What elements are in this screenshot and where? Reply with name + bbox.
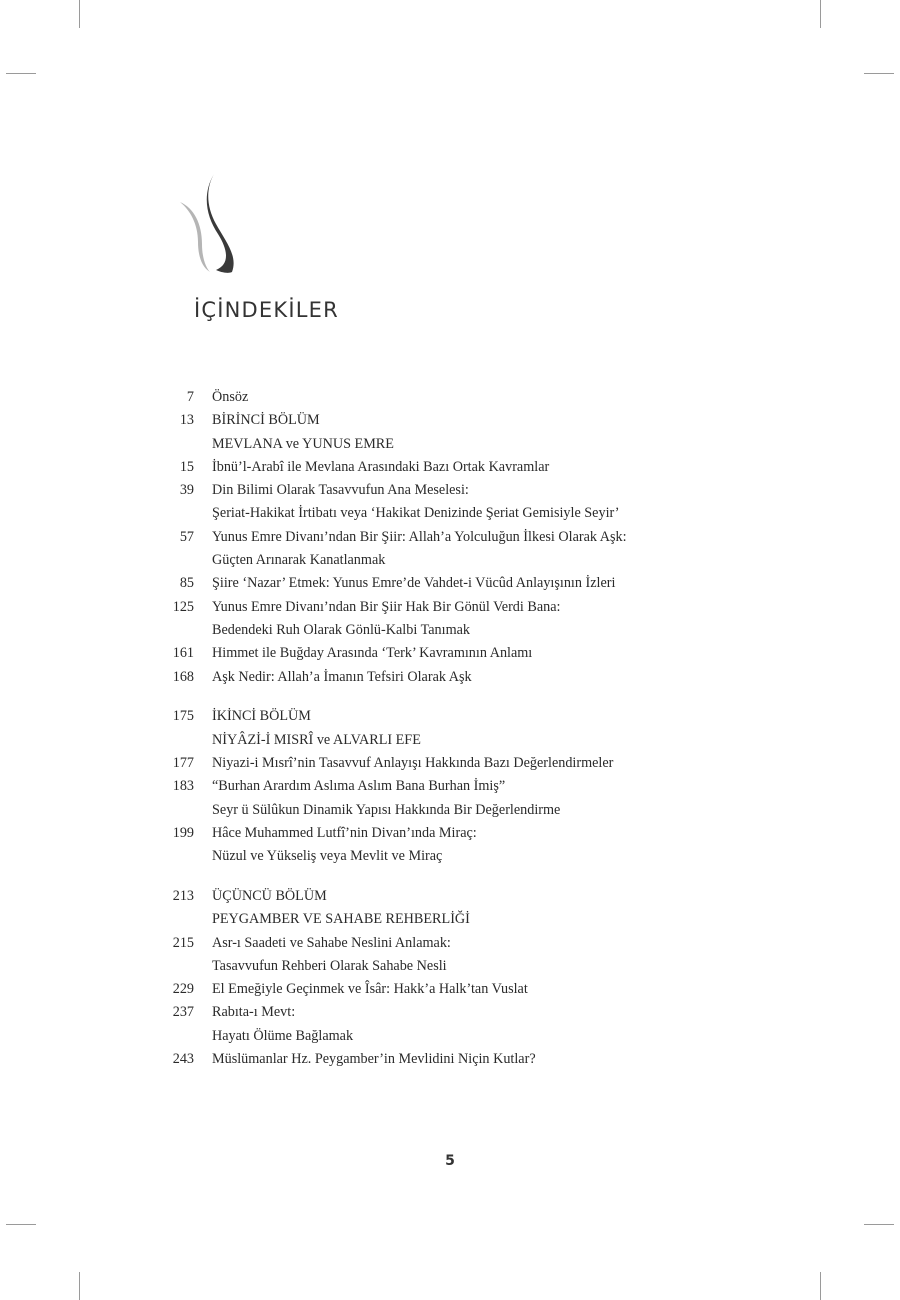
- toc-entry-line: İKİNCİ BÖLÜM: [212, 708, 311, 725]
- crop-mark-bottom-left: [79, 1272, 80, 1300]
- calligraphy-ornament-icon: [176, 172, 246, 274]
- toc-entry-title: [212, 752, 613, 775]
- crop-mark-left-bottom: [6, 1224, 36, 1225]
- toc-entry-title: [212, 642, 532, 665]
- toc-entry-line: Nüzul ve Yükseliş veya Mevlit ve Miraç: [212, 848, 443, 865]
- toc-entry: [0, 479, 900, 526]
- toc-entry-line: İbnü’l-Arabî ile Mevlana Arasındaki Bazı Ortak Kavramlar: [212, 458, 550, 475]
- toc-entry-line: Aşk Nedir: Allah’a İmanın Tefsiri Olarak Aşk: [212, 668, 472, 685]
- toc-entry-line: Yunus Emre Divanı’ndan Bir Şiir Hak Bir Gönül Verdi Bana:: [212, 598, 561, 615]
- toc-entry-title: [212, 666, 472, 689]
- toc-entry-line: Niyazi-i Mısrî’nin Tasavvuf Anlayışı Hakkında Bazı Değerlendirmeler: [212, 754, 614, 771]
- crop-mark-bottom-right: [820, 1272, 821, 1300]
- toc-entry: [0, 822, 900, 869]
- table-of-contents: [0, 386, 900, 1071]
- toc-entry-title: [212, 932, 451, 979]
- toc-entry-line: Müslümanlar Hz. Peygamber’in Mevlidini Niçin Kutlar?: [212, 1051, 536, 1068]
- toc-entry-line: ÜÇÜNCÜ BÖLÜM: [212, 887, 327, 904]
- toc-entry-title: [212, 596, 560, 643]
- toc-entry-page: 229: [172, 981, 194, 998]
- toc-entry: [0, 456, 900, 479]
- page-title: İÇİNDEKİLER: [194, 298, 339, 322]
- toc-entry-line: Bedendeki Ruh Olarak Gönlü-Kalbi Tanımak: [212, 621, 470, 638]
- toc-entry: [0, 775, 900, 822]
- toc-entry-page: 85: [179, 575, 194, 592]
- toc-entry: [0, 642, 900, 665]
- toc-entry-page: 57: [179, 528, 194, 545]
- toc-entry-title: [212, 572, 615, 595]
- toc-entry-page: 175: [172, 708, 194, 725]
- toc-entry-title: [212, 885, 470, 932]
- toc-entry-line: Asr-ı Saadeti ve Sahabe Neslini Anlamak:: [212, 934, 451, 951]
- crop-mark-left-top: [6, 73, 36, 74]
- toc-entry-page: 161: [172, 645, 194, 662]
- toc-entry-line: Hayatı Ölüme Bağlamak: [212, 1027, 354, 1044]
- toc-entry-line: Önsöz: [212, 389, 249, 405]
- toc-entry-line: Şiire ‘Nazar’ Etmek: Yunus Emre’de Vahdet-i Vücûd Anlayışının İzleri: [212, 575, 616, 592]
- toc-entry-title: [212, 1048, 536, 1071]
- toc-entry-line: Seyr ü Sülûkun Dinamik Yapısı Hakkında Bir Değerlendirme: [212, 801, 561, 818]
- toc-entry-title: [212, 775, 560, 822]
- toc-entry-title: [212, 526, 627, 573]
- toc-entry-page: 125: [172, 598, 194, 615]
- toc-entry-line: MEVLANA ve YUNUS EMRE: [212, 435, 394, 452]
- toc-entry: [0, 1048, 900, 1071]
- toc-entry: [0, 386, 900, 409]
- toc-entry-title: [212, 1001, 353, 1048]
- toc-entry-line: Hâce Muhammed Lutfî’nin Divan’ında Miraç:: [212, 824, 477, 841]
- toc-entry: [0, 572, 900, 595]
- toc-entry: [0, 596, 900, 643]
- toc-entry-page: 243: [172, 1051, 194, 1068]
- toc-entry-page: 213: [172, 887, 194, 904]
- toc-entry-title: [212, 705, 421, 752]
- crop-mark-top-left: [79, 0, 80, 28]
- toc-entry-line: El Emeğiyle Geçinmek ve Îsâr: Hakk’a Halk’tan Vuslat: [212, 981, 528, 998]
- crop-mark-right-bottom: [864, 1224, 894, 1225]
- toc-entry-page: 177: [172, 754, 194, 771]
- toc-entry: [0, 978, 900, 1001]
- toc-entry: [0, 1001, 900, 1048]
- toc-entry-title: [212, 822, 477, 869]
- toc-entry-title: [212, 456, 549, 479]
- toc-entry-title: [212, 409, 394, 456]
- toc-entry-page: 183: [172, 778, 194, 795]
- toc-entry-line: Şeriat-Hakikat İrtibatı veya ‘Hakikat Denizinde Şeriat Gemisiyle Seyir’: [212, 505, 620, 522]
- crop-mark-top-right: [820, 0, 821, 28]
- toc-entry: [0, 526, 900, 573]
- toc-entry-page: 199: [172, 824, 194, 841]
- toc-entry: [0, 752, 900, 775]
- toc-entry-page: 15: [179, 458, 194, 475]
- toc-entry-line: Himmet ile Buğday Arasında ‘Terk’ Kavramının Anlamı: [212, 645, 533, 662]
- toc-entry-line: Güçten Arınarak Kanatlanmak: [212, 552, 386, 569]
- toc-entry-title: [212, 386, 248, 409]
- toc-entry-line: Tasavvufun Rehberi Olarak Sahabe Nesli: [212, 957, 447, 974]
- toc-entry-line: Yunus Emre Divanı’ndan Bir Şiir: Allah’a Yolculuğun İlkesi Olarak Aşk:: [212, 528, 627, 545]
- toc-entry-page: 13: [179, 412, 194, 429]
- toc-entry-page: 215: [172, 934, 194, 951]
- toc-entry-line: Rabıta-ı Mevt:: [212, 1004, 296, 1021]
- toc-entry-line: Din Bilimi Olarak Tasavvufun Ana Meselesi:: [212, 482, 469, 499]
- toc-entry-line: “Burhan Arardım Aslıma Aslım Bana Burhan İmiş”: [212, 778, 506, 795]
- toc-entry: [0, 885, 900, 932]
- crop-mark-right-top: [864, 73, 894, 74]
- toc-entry-page: 237: [172, 1004, 194, 1021]
- toc-entry: [0, 666, 900, 689]
- page-number: 5: [445, 1153, 455, 1169]
- toc-entry-line: NİYÂZİ-İ MISRÎ ve ALVARLI EFE: [212, 731, 421, 748]
- toc-entry: [0, 705, 900, 752]
- toc-entry: [0, 409, 900, 456]
- toc-entry-line: BİRİNCİ BÖLÜM: [212, 412, 320, 429]
- toc-entry: [0, 932, 900, 979]
- toc-entry-page: 39: [179, 482, 194, 499]
- toc-entry-title: [212, 479, 620, 526]
- toc-entry-title: [212, 978, 528, 1001]
- toc-entry-line: PEYGAMBER VE SAHABE REHBERLİĞİ: [212, 911, 470, 928]
- toc-entry-page: 7: [186, 389, 194, 405]
- toc-entry-page: 168: [172, 668, 194, 685]
